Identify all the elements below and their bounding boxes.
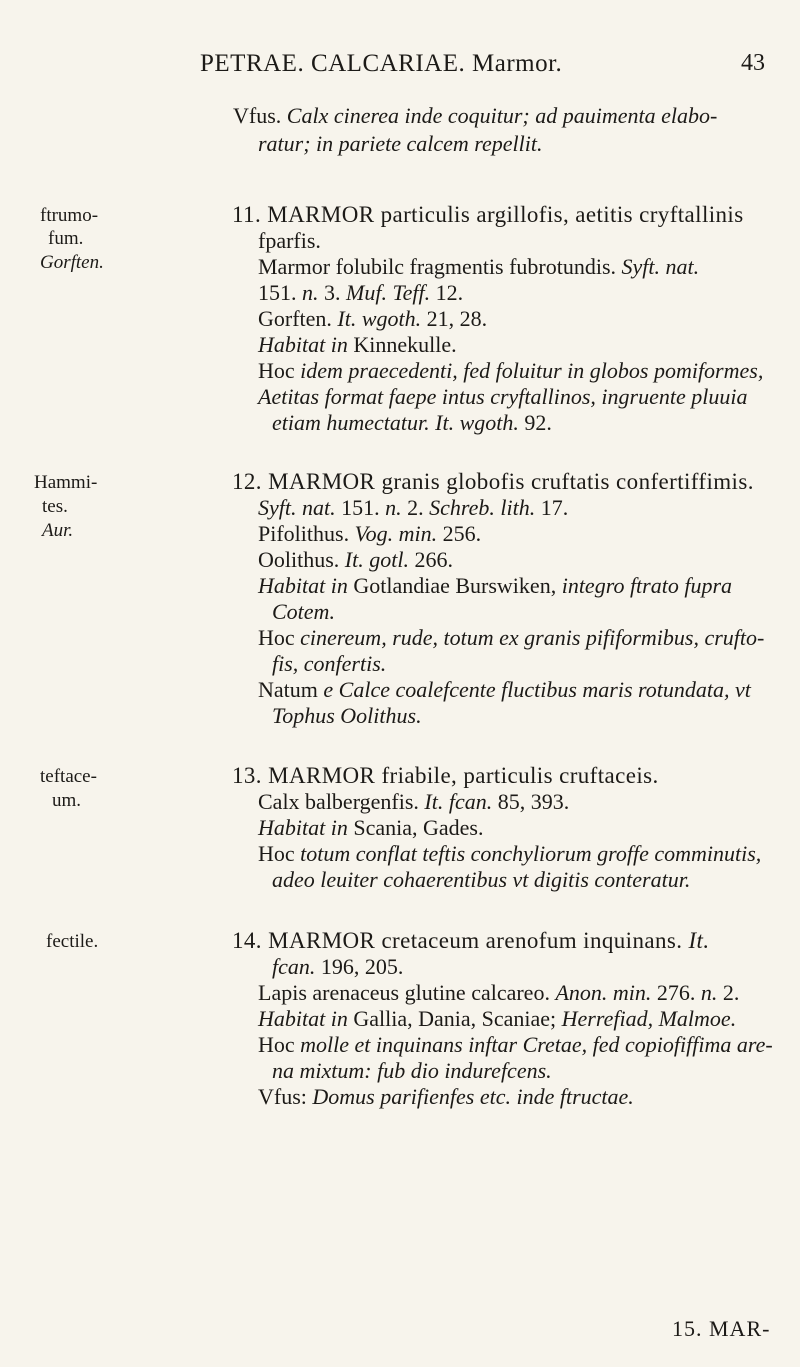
entry-12-line-10: Tophus Oolithus. [272,703,422,728]
catchword: 15. MAR- [672,1316,771,1341]
entry-13-line-5: adeo leuiter cohaerentibus vt digitis conteratur. [272,867,691,892]
entry-11-line-4: 151. n. 3. Muf. Teff. 12. [258,280,464,305]
entry-14-line-2: fcan. 196, 205. [272,954,404,979]
entry-12-line-3: Pifolithus. Vog. min. 256. [258,521,482,546]
entry-11-heading: 11. MARMOR particulis argillofis, aetitis cryftallinis [232,202,744,227]
margin-note-12b: tes. [42,496,68,517]
entry-12-line-2: Syft. nat. 151. n. 2. Schreb. lith. 17. [258,495,569,520]
margin-note-11b: fum. [48,228,84,249]
intro-line-1: Vfus. Calx cinerea inde coquitur; ad pauimenta elabo- [233,103,718,128]
entry-11-line-5: Gorften. It. wgoth. 21, 28. [258,306,488,331]
running-title: PETRAE. CALCARIAE. Marmor. [200,50,563,77]
entry-14-line-5: Hoc molle et inquinans inftar Cretae, fed copiofiffima are- [258,1032,773,1057]
page-number: 43 [741,50,765,76]
entry-12-line-7: Hoc cinereum, rude, totum ex granis pififormibus, crufto- [258,625,765,650]
entry-12-line-6: Cotem. [272,599,335,624]
entry-11-line-6: Habitat in Kinnekulle. [258,332,457,357]
intro-line-2: ratur; in pariete calcem repellit. [258,131,543,156]
entry-11-heading-cont: fparfis. [258,228,321,253]
entry-13-heading: 13. MARMOR friabile, particulis cruftaceis. [232,763,659,788]
running-header [0,50,800,90]
entry-14-heading: 14. MARMOR cretaceum arenofum inquinans. It. [232,928,710,953]
entry-14-line-7: Vfus: Domus parifienfes etc. inde ftructae. [258,1084,634,1109]
margin-note-13a: teftace- [40,766,97,787]
entry-12-line-5: Habitat in Gotlandiae Burswiken, integro ftrato fupra [258,573,733,598]
entry-12-line-9: Natum e Calce coalefcente fluctibus maris rotundata, vt [258,677,751,702]
entry-14-line-4: Habitat in Gallia, Dania, Scaniae; Herrefiad, Malmoe. [258,1006,737,1031]
entry-11-line-7: Hoc idem praecedenti, fed foluitur in globos pomiformes, [258,358,764,383]
entry-14-line-6: na mixtum: fub dio indurefcens. [272,1058,552,1083]
entry-14-line-3: Lapis arenaceus glutine calcareo. Anon. min. 276. n. 2. [258,980,740,1005]
entry-12-line-8: fis, confertis. [272,651,387,676]
entry-11-line-3: Marmor folubilc fragmentis fubrotundis. Syft. nat. [258,254,700,279]
entry-12-heading: 12. MARMOR granis globofis cruftatis confertiffimis. [232,469,754,494]
entry-13-line-2: Calx balbergenfis. It. fcan. 85, 393. [258,789,570,814]
entry-11-line-9: etiam humectatur. It. wgoth. 92. [272,410,552,435]
margin-note-14: fectile. [46,931,99,952]
entry-12-line-4: Oolithus. It. gotl. 266. [258,547,453,572]
entry-13-line-3: Habitat in Scania, Gades. [258,815,484,840]
margin-note-11a: ftrumo- [40,205,99,226]
margin-note-12a: Hammi- [34,472,98,493]
margin-note-11c: Gorften. [40,252,104,273]
entry-11-line-8: Aetitas format faepe intus cryftallinos, ingruente pluuia [258,384,748,409]
entry-13-line-4: Hoc totum conflat teftis conchyliorum groffe comminutis, [258,841,762,866]
margin-note-13b: um. [52,790,82,811]
margin-note-12c: Aur. [42,520,74,541]
